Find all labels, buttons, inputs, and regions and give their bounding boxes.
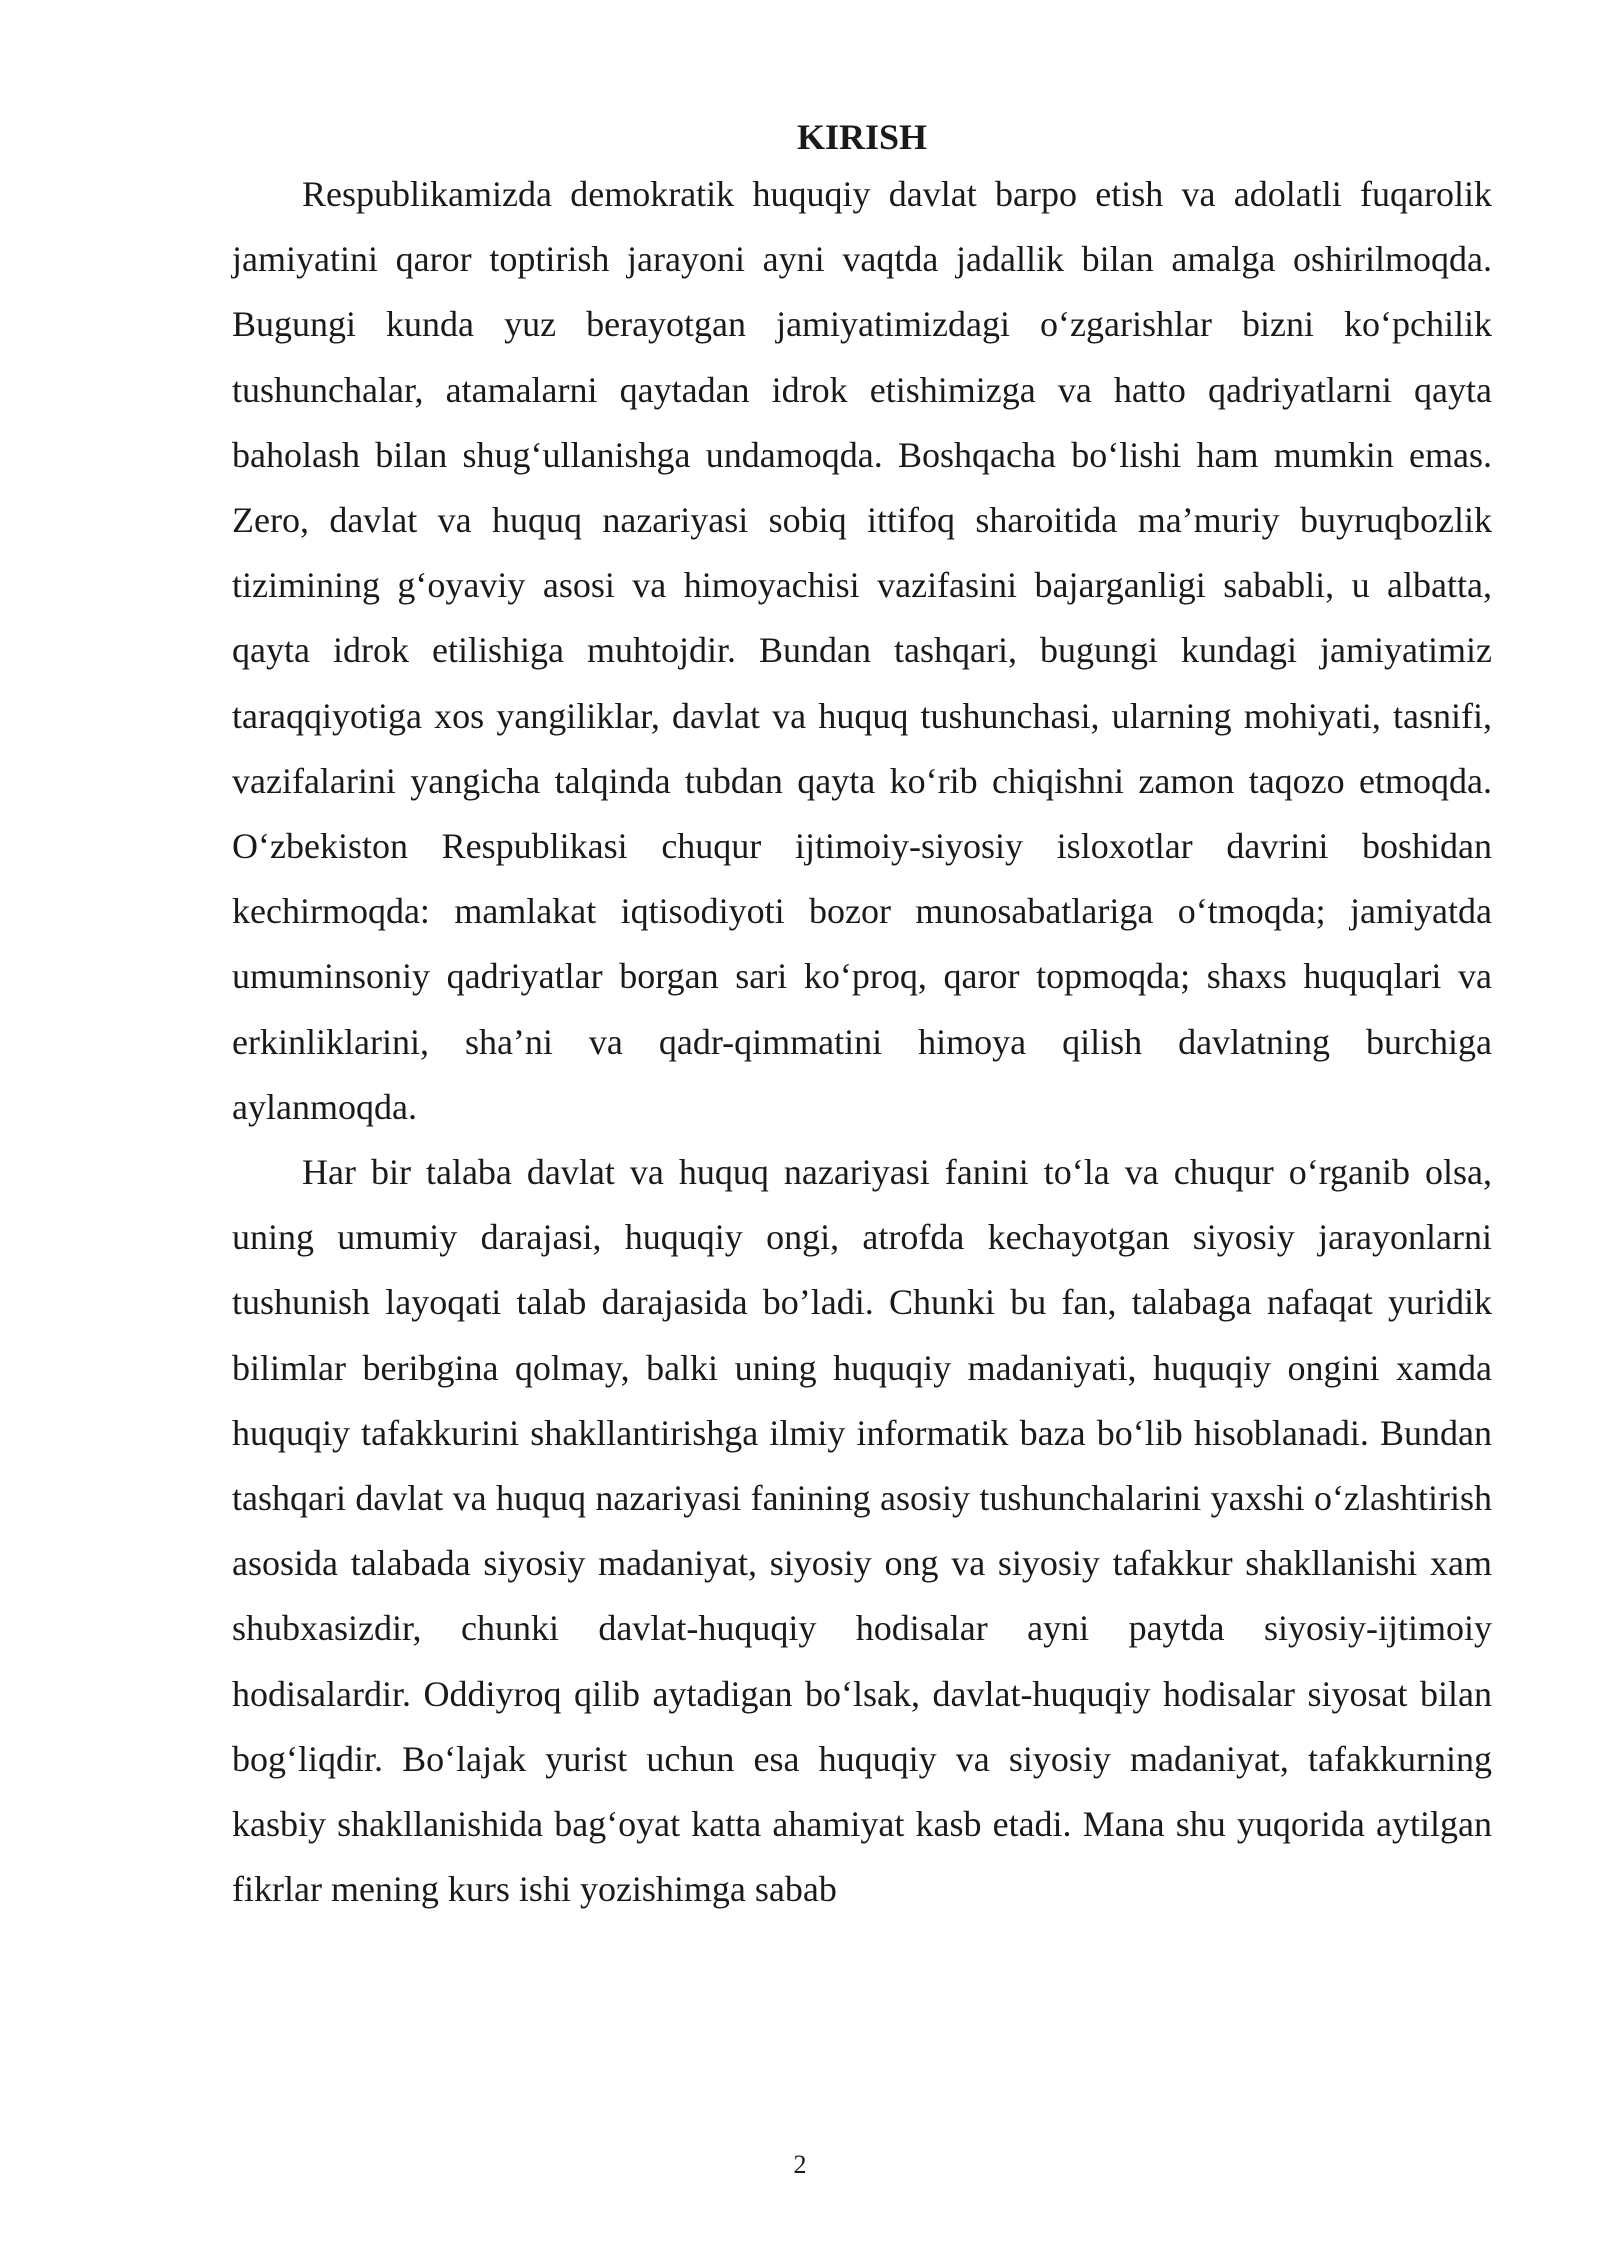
paragraph-2: Har bir talaba davlat va huquq nazariyasi fanini to‘la va chuqur o‘rganib olsa, uning umumiy darajasi, huquqiy ongi, atrofda kechayotgan siyosiy jarayonlarni tushunish layoqati talab darajasida bo’ladi. Chunki bu fan, talabaga nafaqat yuridik bilimlar beribgina qolmay, balki uning huquqiy madaniyati, huquqiy ongini xamda huquqiy tafakkurini shakllantirishga ilmiy informatik baza bo‘lib hisoblanadi. Bundan tashqari davlat va huquq nazariyasi fanining asosiy tushunchalarini yaxshi o‘zlashtirish asosida talabada siyosiy madaniyat, siyosiy ong va siyosiy tafakkur shakllanishi xam shubxasizdir, chunki davlat-huquqiy hodisalar ayni paytda siyosiy-ijtimoiy hodisalardir. Oddiyroq qilib aytadigan bo‘lsak, davlat-huquqiy hodisalar siyosat bilan bog‘liqdir. Bo‘lajak yurist uchun esa huquqiy va siyosiy madaniyat, tafakkurning kasbiy shakllanishida bag‘oyat katta ahamiyat kasb etadi. Mana shu yuqorida aytilgan fikrlar mening kurs ishi yozishimga sabab (232, 1152, 1492, 1910)
paragraph-1: Respublikamizda demokratik huquqiy davlat barpo etish va adolatli fuqarolik jamiyatini qaror toptirish jarayoni ayni vaqtda jadallik bilan amalga oshirilmoqda. Bugungi kunda yuz berayotgan jamiyatimizdagi o‘zgarishlar bizni ko‘pchilik tushunchalar, atamalarni qaytadan idrok etishimizga va hatto qadriyatlarni qayta baholash bilan shug‘ullanishga undamoqda. Boshqacha bo‘lishi ham mumkin emas. Zero, davlat va huquq nazariyasi sobiq ittifoq sharoitida ma’muriy buyruqbozlik tizimining g‘oyaviy asosi va himoyachisi vazifasini bajarganligi sababli, u albatta, qayta idrok etilishiga muhtojdir. Bundan tashqari, bugungi kundagi jamiyatimiz taraqqiyotiga xos yangiliklar, davlat va huquq tushunchasi, ularning mohiyati, tasnifi, vazifalarini yangicha talqinda tubdan qayta ko‘rib chiqishni zamon taqozo etmoqda. O‘zbekiston Respublikasi chuqur ijtimoiy-siyosiy isloxotlar davrini boshidan kechirmoqda: mamlakat iqtisodiyoti bozor munosabatlariga o‘tmoqda; jamiyatda umuminsoniy qadriyatlar borgan sari ko‘proq, qaror topmoqda; shaxs huquqlari va erkinliklarini, sha’ni va qadr-qimmatini himoya qilish davlatning burchiga aylanmoqda. (232, 174, 1492, 1127)
page-title: KIRISH (796, 117, 928, 157)
page-number: 2 (793, 2150, 807, 2179)
page-content (232, 112, 1492, 1922)
